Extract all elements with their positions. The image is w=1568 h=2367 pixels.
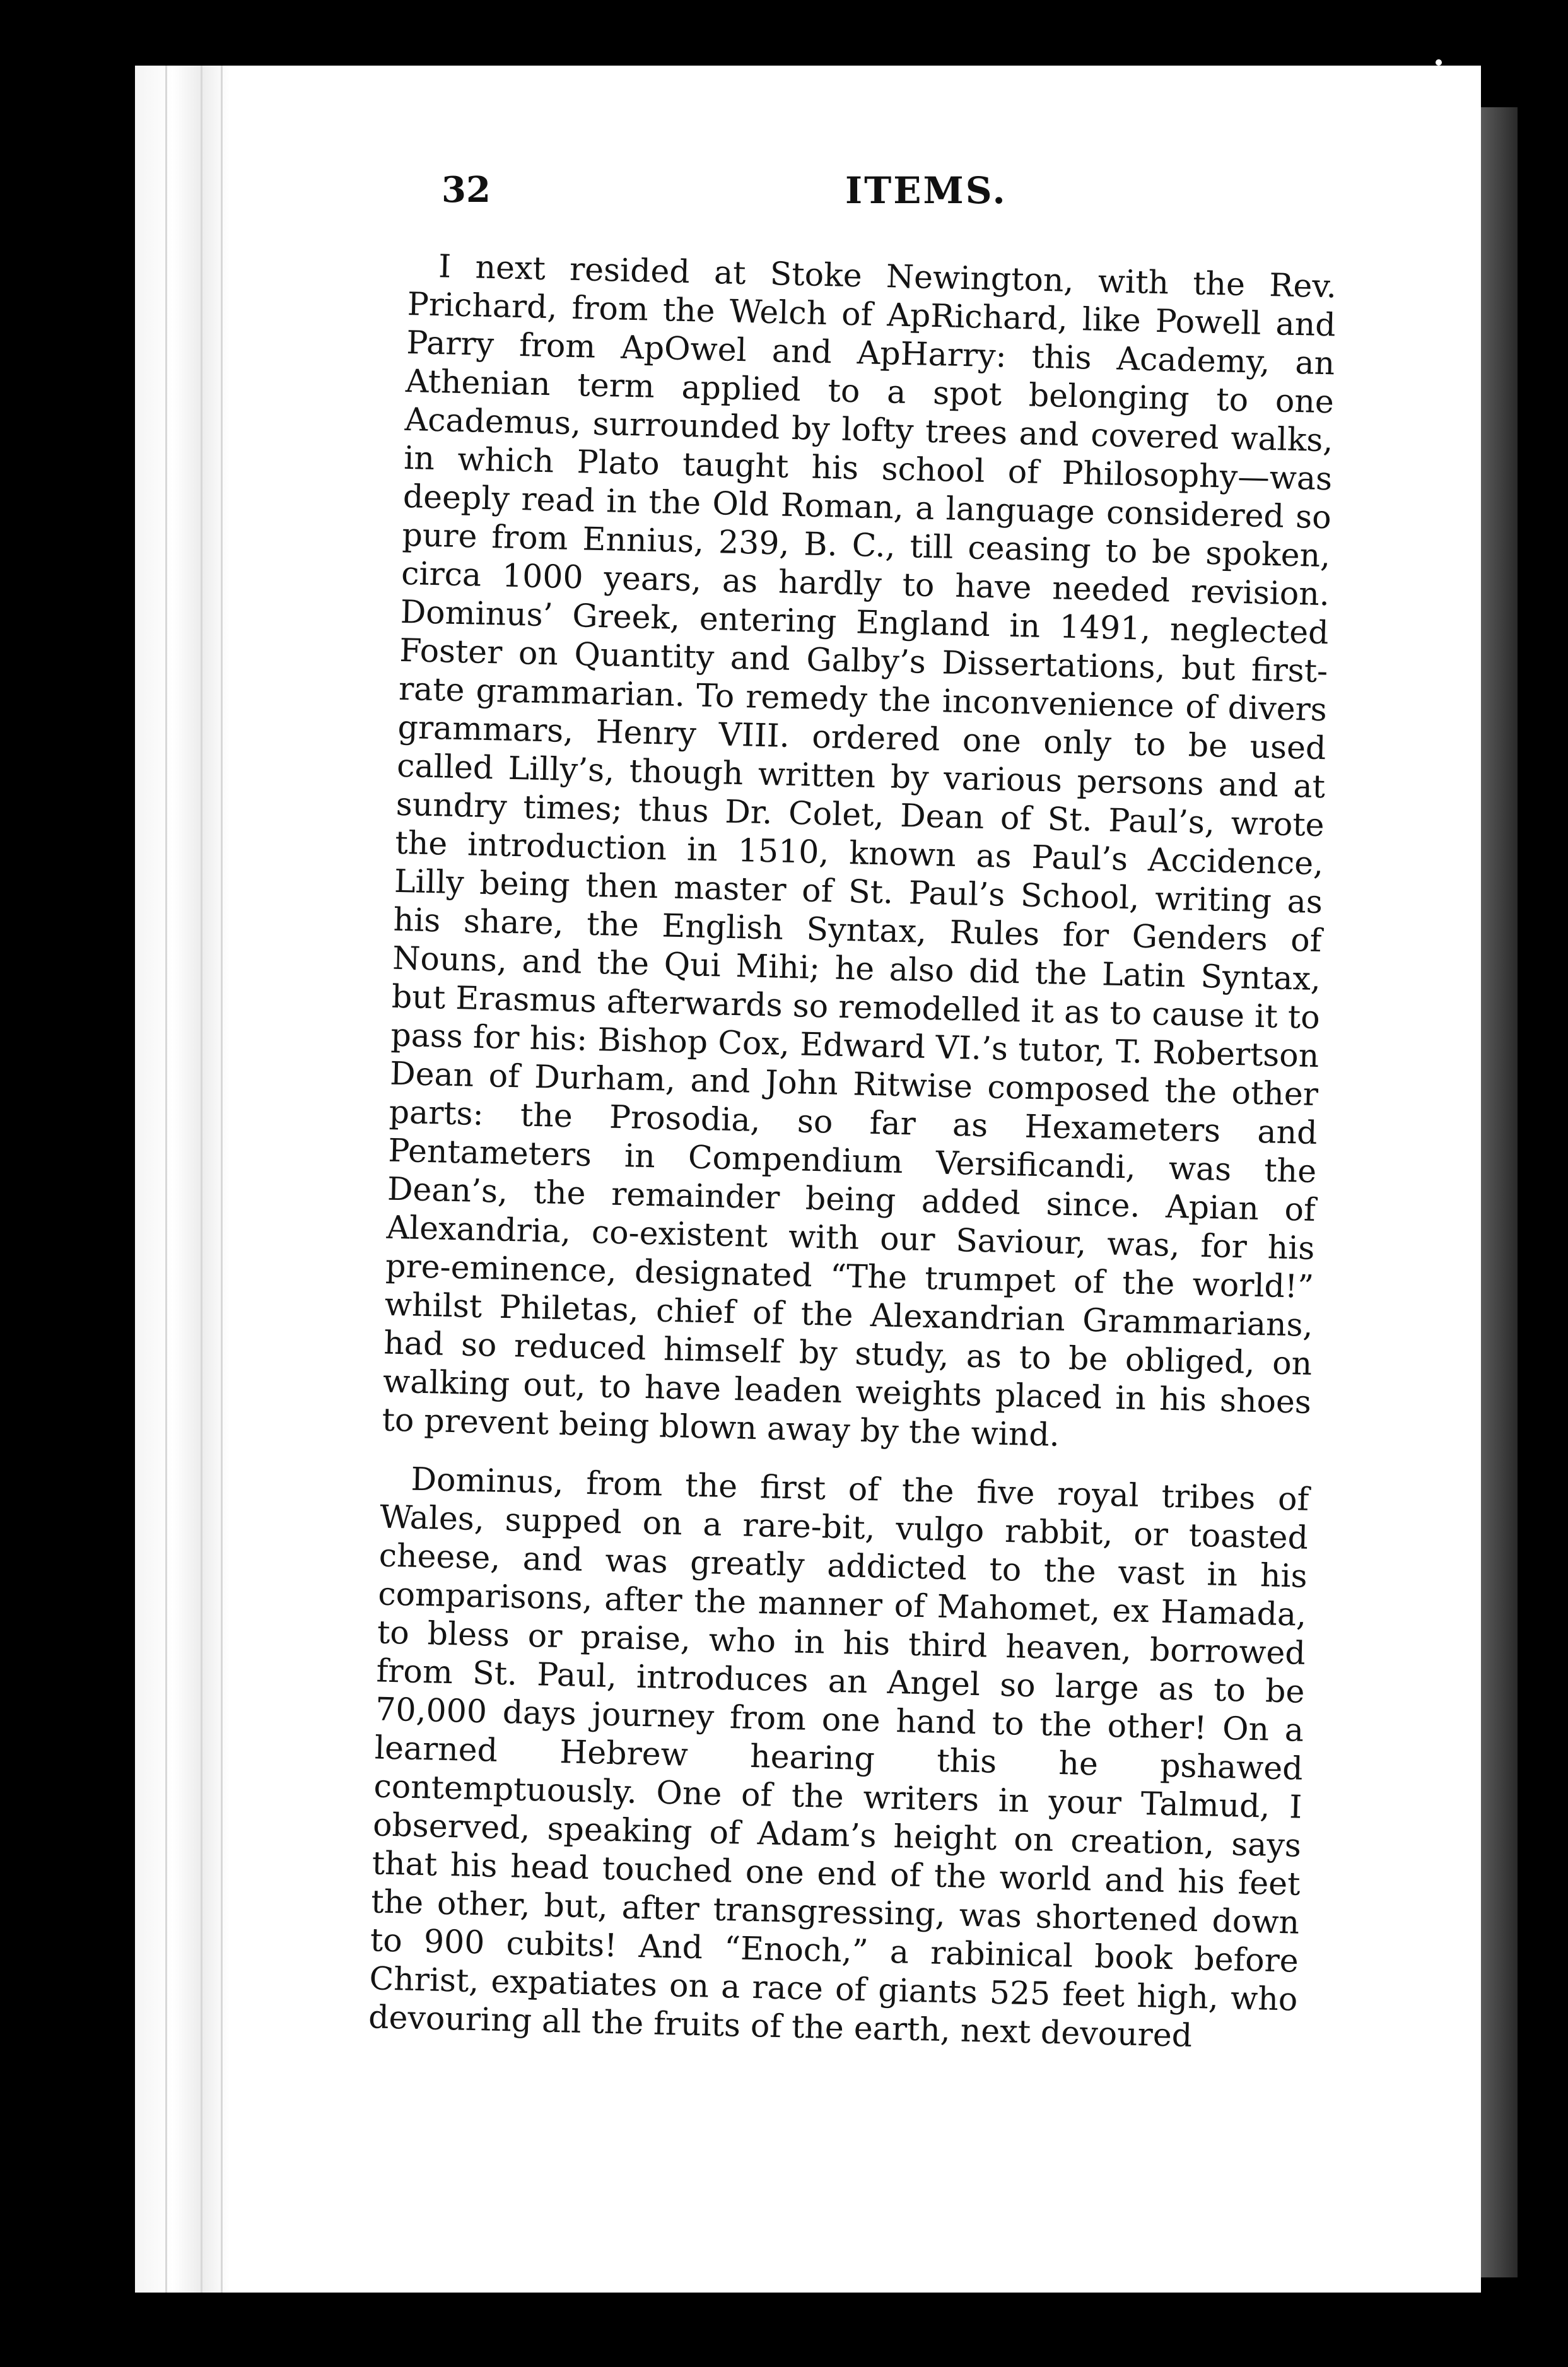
facing-page-shadow [1481,107,1518,2277]
running-head [442,169,1362,220]
page-number: 32 [442,169,491,211]
page-edge-line [165,66,167,2293]
body-text [368,246,1337,2057]
paragraph: I next resided at Stoke Newington, with the Rev. Prichard, from the Welch of ApRichard, like Powell and Parry from ApOwel and ApHarry: this Academy, an Athenian term applied to a spot belonging to one Academus, surrounded by lofty trees and covered walks, in which Plato taught his school of Philosophy—was deeply read in the Old Roman, a language considered so pure from Ennius, 239, B. C., till ceasing to be spoken, circa 1000 years, as hardly to have needed revision. Dominus’ Greek, entering England in 1491, neglected Foster on Quantity and Galby’s Dissertations, but first-rate grammarian. To remedy the inconvenience of divers grammars, Henry VIII. ordered one only to be used called Lilly’s, though written by various persons and at sundry times; thus Dr. Colet, Dean of St. Paul’s, wrote the introduction in 1510, known as Paul’s Accidence, Lilly being then master of St. Paul’s School, writing as his share, the English Syntax, Rules for Genders of Nouns, and the Qui Mihi; he also did the Latin Syntax, but Erasmus afterwards so remodelled it as to cause it to pass for his: Bishop Cox, Edward VI.’s tutor, T. Robertson Dean of Durham, and John Ritwise composed the other parts: the Prosodia, so far as Hexameters and Pentameters in Compendium Versificandi, was the Dean’s, the remainder being added since. Apian of Alexandria, co-existent with our Saviour, was, for his pre-eminence, designated “The trumpet of the world!” whilst Philetas, chief of the Alexandrian Grammarians, had so reduced himself by study, as to be obliged, on walking out, to have leaden weights placed in his shoes to prevent being blown away by the wind. [382,247,1337,1454]
scan-speck [1436,59,1442,66]
paragraph: Dominus, from the first of the five royal tribes of Wales, supped on a rare-bit, vulgo rabbit, or toasted cheese, and was greatly addicted to the vast in his comparisons, after the manner of Mahomet, ex Hamada, to bless or praise, who in his third heaven, borrowed from St. Paul, introduces an Angel so large as to be 70,000 days journey from one hand to the other! On a learned Hebrew hearing this he pshawed contemptuously. One of the writers in your Talmud, I observed, speaking of Adam’s height on creation, says that his head touched one end of the world and his feet the other, but, after transgressing, was shortened down to 900 cubits! And “Enoch,” a rabinical book before Christ, expatiates on a race of giants 525 feet high, who devouring all the fruits of the earth, next devoured [368,1460,1309,2054]
page-edge-line [221,66,223,2293]
page-edge-line [201,66,202,2293]
page-fore-edge [135,66,230,2293]
running-title: ITEMS. [845,169,1007,212]
